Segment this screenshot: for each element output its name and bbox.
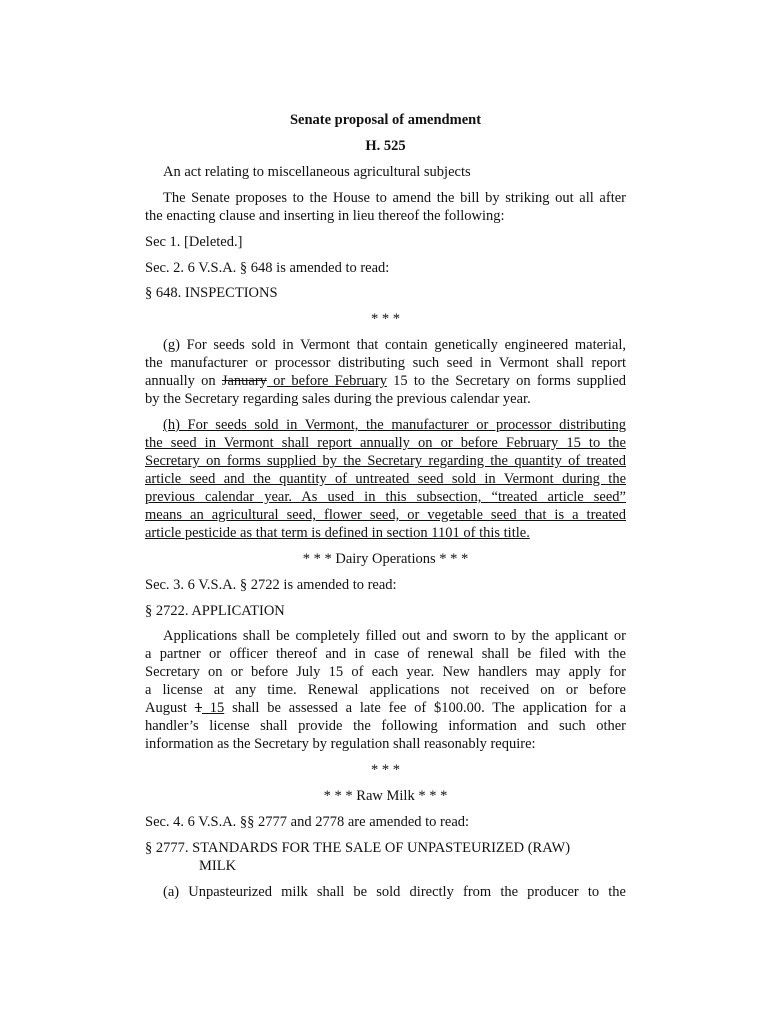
sec2-stars: * * * — [371, 311, 400, 327]
g3-deleted-text: January — [221, 373, 267, 389]
p5-deleted-text: 1 — [194, 700, 202, 716]
document-body — [145, 0, 626, 1024]
sec2-heading: Sec. 2. 6 V.S.A. § 648 is amended to read: — [145, 260, 390, 276]
intro-line-1: The Senate proposes to the House to amend the bill by striking out all after — [163, 190, 626, 206]
g3-text-a: annually on — [145, 373, 222, 389]
raw-milk-divider: * * * Raw Milk * * * — [323, 788, 448, 804]
g3-inserted-text: or before February — [266, 373, 387, 389]
sec4-title-line-2: MILK — [199, 858, 237, 874]
dairy-operations-divider: * * * Dairy Operations * * * — [302, 551, 469, 567]
document-title: Senate proposal of amendment — [289, 112, 482, 128]
sec4-title-line-1: § 2777. STANDARDS FOR THE SALE OF UNPASTEURIZED (RAW) — [145, 840, 571, 856]
application-line-2: a partner or officer thereof and in case of renewal shall be filed with the — [145, 646, 626, 662]
sec3-section-title: § 2722. APPLICATION — [145, 603, 285, 619]
subsection-a-line-1: (a) Unpasteurized milk shall be sold directly from the producer to the — [163, 884, 626, 900]
subsection-h-line-2: the seed in Vermont shall report annually on or before February 15 to the — [145, 435, 626, 451]
subsection-h-line-1: (h) For seeds sold in Vermont, the manufacturer or processor distributing — [163, 417, 626, 433]
application-line-5 — [145, 699, 626, 717]
subsection-h-line-5: previous calendar year. As used in this subsection, “treated article seed” — [145, 489, 626, 505]
subsection-g-line-4: by the Secretary regarding sales during the previous calendar year. — [145, 391, 531, 407]
p5-text-a: August — [145, 700, 195, 716]
subsection-g-line-1: (g) For seeds sold in Vermont that contain genetically engineered material, — [163, 337, 626, 353]
subsection-h-line-6: means an agricultural seed, flower seed, or vegetable seed that is a treated — [145, 507, 626, 523]
p5-text-b: shall be assessed a late fee of $100.00. The application for a — [224, 700, 627, 716]
p5-inserted-text: 15 — [201, 700, 225, 716]
application-line-1: Applications shall be completely filled out and sworn to by the applicant or — [163, 628, 626, 644]
application-line-7: information as the Secretary by regulation shall reasonably require: — [145, 736, 536, 752]
subsection-h-line-7: article pesticide as that term is defined in section 1101 of this title. — [145, 525, 530, 541]
sec2-section-title: § 648. INSPECTIONS — [145, 285, 278, 301]
subsection-g-line-3 — [145, 372, 626, 390]
application-line-6: handler’s license shall provide the following information and such other — [145, 718, 626, 734]
sec3-heading: Sec. 3. 6 V.S.A. § 2722 is amended to read: — [145, 577, 397, 593]
application-line-4: a license at any time. Renewal applications not received on or before — [145, 682, 626, 698]
bill-number: H. 525 — [365, 138, 406, 154]
act-title: An act relating to miscellaneous agricultural subjects — [163, 164, 471, 180]
sec3-stars: * * * — [371, 762, 400, 778]
intro-line-2: the enacting clause and inserting in lieu thereof the following: — [145, 208, 505, 224]
g3-text-b: 15 to the Secretary on forms supplied — [386, 373, 627, 389]
application-line-3: Secretary on or before July 15 of each year. New handlers may apply for — [145, 664, 626, 680]
subsection-g-line-2: the manufacturer or processor distributing such seed in Vermont shall report — [145, 355, 626, 371]
subsection-h-line-3: Secretary on forms supplied by the Secretary regarding the quantity of treated — [145, 453, 626, 469]
subsection-h-line-4: article seed and the quantity of untreated seed sold in Vermont during the — [145, 471, 626, 487]
sec1-deleted: Sec 1. [Deleted.] — [145, 234, 243, 250]
sec4-heading: Sec. 4. 6 V.S.A. §§ 2777 and 2778 are amended to read: — [145, 814, 470, 830]
